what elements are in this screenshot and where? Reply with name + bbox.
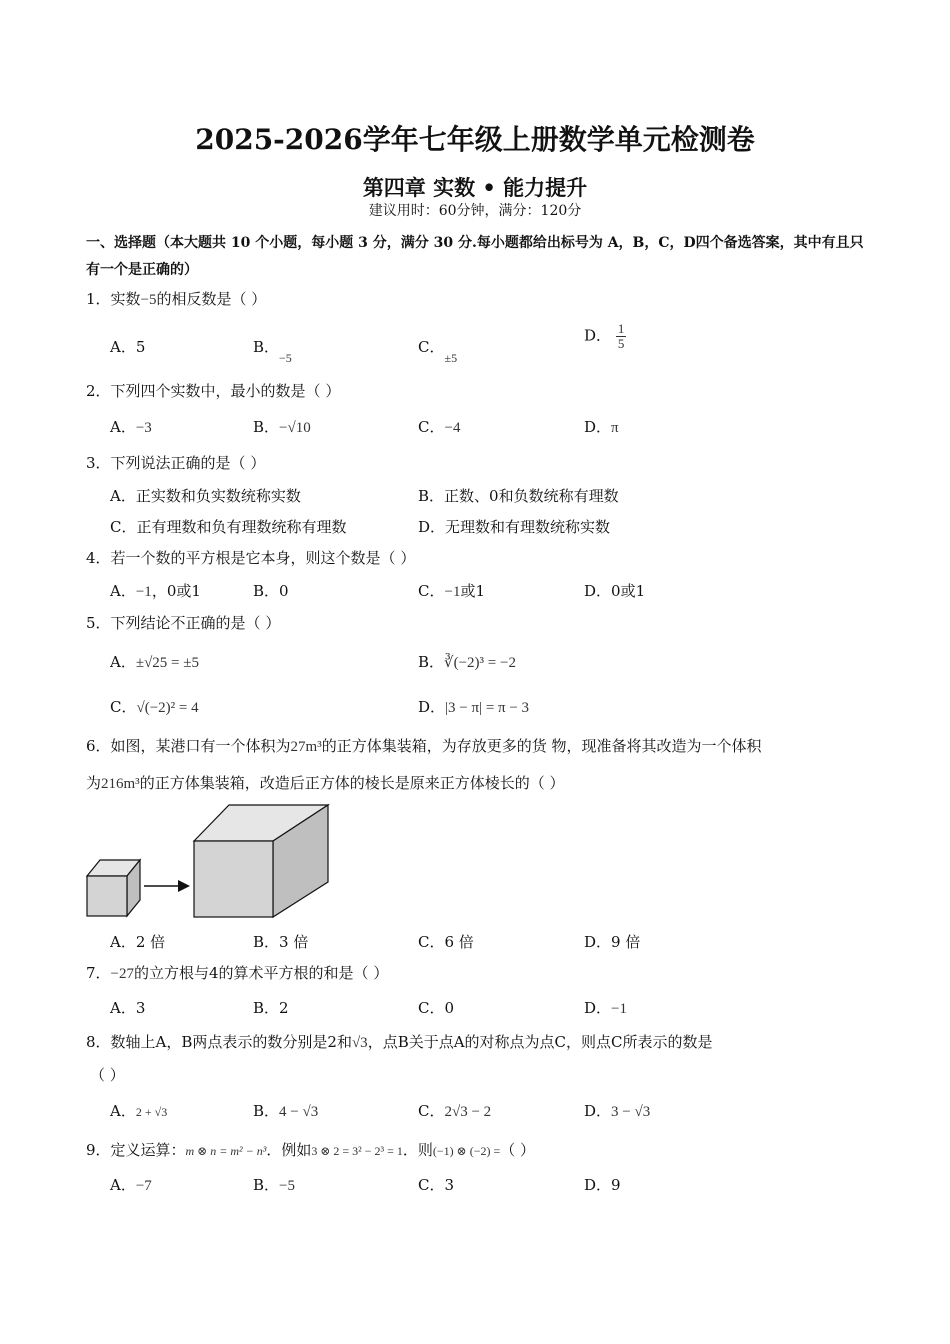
q1-option-a[interactable]: A．5 [110, 338, 146, 356]
q4-option-c-label: C． [418, 582, 445, 600]
question-7-math: −27 [110, 966, 135, 982]
q4-option-a-math: −1 [135, 584, 152, 600]
q2-option-c[interactable] [418, 416, 460, 437]
question-2: 2．下列四个实数中，最小的数是（ ） [86, 382, 341, 400]
question-8-stem-b: ，点B关于点A的对称点为点C，则点C所表示的数是 [367, 1033, 713, 1051]
q2-option-c-math: −4 [444, 420, 461, 436]
time-info: 建议用时：60分钟，满分：120分 [368, 203, 582, 219]
question-8-math: √3 [351, 1035, 368, 1051]
q5-option-d-math: |3 − π| = π − 3 [445, 700, 530, 716]
q4-option-b[interactable]: B．0 [253, 582, 289, 600]
question-1-math: −5 [140, 292, 157, 308]
q3-option-b[interactable]: B．正数、0和负数统称有理数 [418, 487, 619, 505]
q8-option-a-label: A． [110, 1102, 136, 1120]
q8-option-c-math: 2√3 − 2 [444, 1104, 492, 1120]
q7-option-c[interactable]: C．0 [418, 999, 455, 1017]
q2-option-d-label: D． [584, 418, 612, 436]
q5-option-c[interactable] [110, 696, 199, 717]
q5-option-b[interactable] [418, 651, 516, 672]
q1-option-b-label: B． [253, 338, 280, 356]
fraction-numerator: 1 [617, 321, 625, 336]
question-6-stem-c: 为 [86, 774, 102, 792]
q7-option-b[interactable]: B．2 [253, 999, 289, 1017]
q2-option-d[interactable] [584, 416, 619, 437]
fraction-denominator: 5 [617, 336, 625, 351]
q7-option-d-math: −1 [611, 1001, 627, 1017]
question-8-answer-blank: （ ） [90, 1066, 125, 1084]
q5-option-a-math: ±√25 = ±5 [135, 655, 200, 671]
q3-option-d[interactable]: D．无理数和有理数统称实数 [418, 518, 611, 536]
q8-option-a-math: 2 + √3 [135, 1105, 168, 1119]
question-6-stem-d: 的正方体集装箱，改造后正方体的棱长是原来正方体棱长的（ ） [139, 774, 565, 792]
q8-option-c-label: C． [418, 1102, 445, 1120]
q7-option-d-label: D． [584, 999, 612, 1017]
question-1-stem-a: 1．实数 [86, 290, 141, 308]
large-cube [194, 805, 328, 917]
q9-option-b-label: B． [253, 1176, 280, 1194]
q6-option-d[interactable]: D．9 倍 [584, 933, 641, 951]
q1-option-b[interactable] [253, 336, 292, 365]
question-6-math-b: 216m³ [101, 776, 140, 792]
q9-option-b-math: −5 [279, 1178, 295, 1194]
q8-option-c[interactable] [418, 1100, 491, 1121]
question-4: 4．若一个数的平方根是它本身，则这个数是（ ） [86, 549, 416, 567]
q1-option-c-label: C． [418, 338, 445, 356]
question-9-math-b: 3 ⊗ 2 = 3² − 2³ = 1 [311, 1144, 403, 1158]
question-9-stem-b: ．例如 [266, 1141, 312, 1159]
q1-option-d-fraction [616, 322, 627, 351]
q8-option-b-math: 4 − √3 [279, 1104, 319, 1120]
q3-option-a[interactable]: A．正实数和负实数统称实数 [110, 487, 301, 505]
q9-option-a[interactable] [110, 1174, 152, 1195]
q8-option-b[interactable] [253, 1100, 318, 1121]
q8-option-d-label: D． [584, 1102, 612, 1120]
question-6-stem-a: 6．如图，某港口有一个体积为 [86, 737, 291, 755]
q9-option-a-math: −7 [135, 1178, 152, 1194]
question-8-stem-a: 8．数轴上A，B两点表示的数分别是2和 [86, 1033, 352, 1051]
q5-option-c-label: C． [110, 698, 137, 716]
q8-option-d[interactable] [584, 1100, 650, 1121]
q4-option-c-math: −1 [444, 584, 461, 600]
q5-option-b-math: ∛(−2)³ = −2 [444, 655, 516, 671]
q9-option-c[interactable]: C．3 [418, 1176, 455, 1194]
q1-option-c[interactable] [418, 336, 458, 365]
q4-option-a-rest: ，0或1 [151, 582, 201, 600]
section-heading: 一、选择题（本大题共 10 个小题，每小题 3 分，满分 30 分.每小题都给出标号为 A，B，C，D四个备选答案，其中有且只有一个是正确的） [86, 235, 864, 278]
q4-option-c-rest: 或1 [460, 582, 485, 600]
question-7-stem-b: 的立方根与4的算术平方根的和是（ ） [134, 964, 389, 982]
question-1-stem-b: 的相反数是（ ） [156, 290, 267, 308]
question-6-math-a: 27m³ [290, 739, 322, 755]
q5-option-b-label: B． [418, 653, 445, 671]
q3-option-c[interactable]: C．正有理数和负有理数统称有理数 [110, 518, 347, 536]
question-7 [86, 962, 388, 983]
q2-option-d-math: π [611, 420, 619, 436]
question-9-math-c: (−1) ⊗ (−2) = [432, 1144, 501, 1158]
q2-option-c-label: C． [418, 418, 445, 436]
q9-option-a-label: A． [110, 1176, 136, 1194]
chapter-title: 第四章 实数 • 能力提升 [362, 175, 588, 200]
q4-option-d[interactable]: D．0或1 [584, 582, 646, 600]
q2-option-a-label: A． [110, 418, 136, 436]
q5-option-c-math: √(−2)² = 4 [136, 700, 199, 716]
q4-option-a[interactable] [110, 580, 201, 601]
q5-option-a-label: A． [110, 653, 136, 671]
q1-option-d[interactable] [584, 322, 626, 351]
q2-option-b-label: B． [253, 418, 280, 436]
question-9-stem-c: ．则 [402, 1141, 433, 1159]
q2-option-b-math: −√10 [279, 420, 311, 436]
small-cube [87, 860, 140, 916]
q8-option-a[interactable] [110, 1100, 167, 1121]
q2-option-b[interactable] [253, 416, 311, 437]
q9-option-d[interactable]: D．9 [584, 1176, 621, 1194]
q6-option-a[interactable]: A．2 倍 [110, 933, 166, 951]
q8-option-b-label: B． [253, 1102, 280, 1120]
q5-option-d[interactable] [418, 696, 529, 717]
question-5: 5．下列结论不正确的是（ ） [86, 614, 281, 632]
page-title: 2025-2026学年七年级上册数学单元检测卷 [195, 123, 755, 156]
question-9-stem-d: （ ） [500, 1141, 536, 1159]
q4-option-a-label: A． [110, 582, 136, 600]
question-8 [86, 1031, 713, 1052]
question-9 [86, 1139, 535, 1160]
cubes-figure [84, 800, 334, 922]
q2-option-a[interactable] [110, 416, 152, 437]
q4-option-c[interactable] [418, 580, 485, 601]
question-9-stem-a: 9．定义运算： [86, 1141, 186, 1159]
arrow [144, 880, 190, 892]
q1-option-b-math: −5 [279, 351, 292, 365]
question-9-math-a: m ⊗ n = m² − n³ [185, 1144, 267, 1158]
q7-option-d[interactable] [584, 997, 627, 1018]
q7-option-a[interactable]: A．3 [110, 999, 146, 1017]
question-3: 3．下列说法正确的是（ ） [86, 454, 266, 472]
q2-option-a-math: −3 [135, 420, 152, 436]
q1-option-c-math: ±5 [444, 351, 458, 365]
q6-option-c[interactable]: C．6 倍 [418, 933, 474, 951]
question-6 [86, 728, 876, 802]
q6-option-b[interactable]: B．3 倍 [253, 933, 309, 951]
question-7-stem-a: 7． [86, 964, 111, 982]
q8-option-d-math: 3 − √3 [611, 1104, 651, 1120]
q1-option-d-label: D． [584, 326, 612, 345]
q5-option-d-label: D． [418, 698, 446, 716]
question-6-stem-b: 的正方体集装箱，为存放更多的货 物，现准备将其改造为一个体积 [321, 737, 762, 755]
question-1 [86, 288, 266, 309]
q9-option-b[interactable] [253, 1174, 295, 1195]
q5-option-a[interactable] [110, 651, 199, 672]
